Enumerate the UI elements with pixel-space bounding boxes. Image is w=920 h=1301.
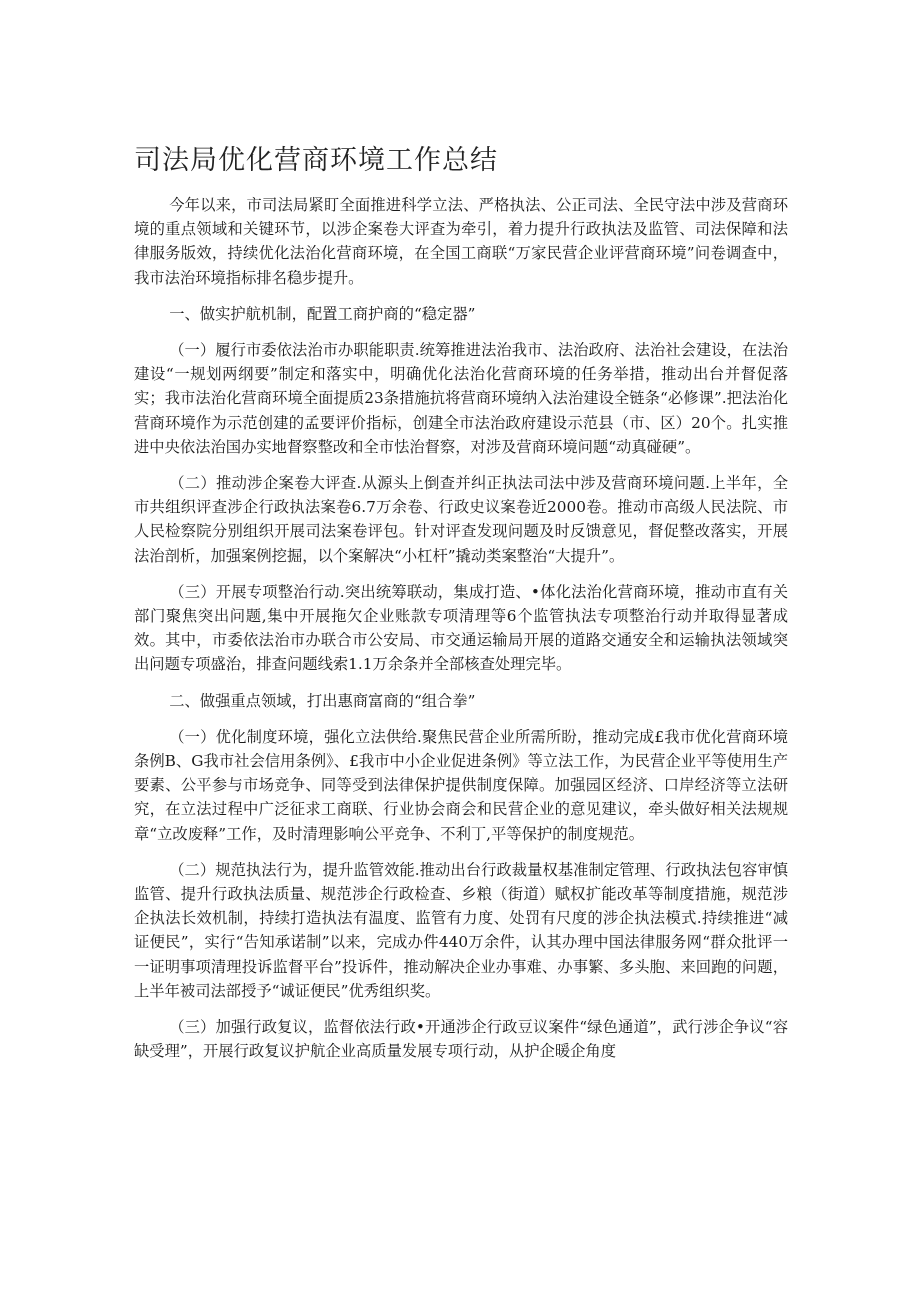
- section-2-paragraph-2: （二）规范执法行为，提升监管效能.推动出台行政裁量权基准制定管理、行政执法包容审慎监管、提升行政执法质量、规范涉企行政检查、乡粮（街道）赋权扩能改革等制度措施，规范涉企执法长效机制，持续打造执法有温度、监管有力度、处罚有尺度的涉企执法模式.持续推进“减证便民”，实行“告知承诺制”以来，完成办件440万余件，认其办理中国法律服务网“群众批评一一证明事项清理投诉监督平台”投诉件，推动解决企业办事难、办事繁、多头胞、来回跑的问题，上半年被司法部授予“诚证便民”优秀组织奖。: [134, 860, 788, 1000]
- section-1-heading: 一、做实护航机制，配置工商护商的“稳定器”: [169, 304, 476, 323]
- section-2-paragraph-1: （一）优化制度环境，强化立法供给.聚焦民营企业所需所盼，推动完成£我市优化营商环境条例B、G我市社会信用条例》、£我市中小企业促进条例》等立法工作，为民营企业平等使用生产要素、公平参与市场竞争、同等受到法律保护提供制度保障。加强园区经济、口岸经济等立法研究，在立法过程中广泛征求工商联、行业协会商会和民营企业的意见建议，牵头做好相关法规规章“立改废释”工作，及时清理影响公平竞争、不利丁,平等保护的制度规范。: [134, 727, 788, 843]
- section-2-paragraph-3: （三）加强行政复议，监督依法行政•开通涉企行政豆议案件“绿色通道”，武行涉企争议“容缺受理”，开展行政复议护航企业高质量发展专项行动，从护企暖企角度: [134, 1018, 788, 1061]
- section-1-paragraph-2: （二）推动涉企案卷大评查.从源头上倒查并纠正执法司法中涉及营商环境问题.上半年，全市共组织评查涉企行政执法案卷6.7万余卷、行政史议案卷近2000卷。推动市高级人民法院、市人民检察院分别组织开展司法案卷评包。针对评查发现问题及时反馈意见，督促整改落实，开展法治剖析，加强案例挖掘，以个案解决“小杠杆”撬动类案整治“大提升”。: [134, 474, 788, 565]
- document-page: [134, 141, 788, 1076]
- intro-paragraph: 今年以来，市司法局紧盯全面推进科学立法、严格执法、公正司法、全民守法中涉及营商环境的重点领域和关键环节，以涉企案卷大评查为牵引，着力提升行政执法及监管、司法保障和法律服务版效，持续优化法治化营商环境，在全国工商联“万家民营企业评营商环境”问卷调查中，我市法治环境指标排名稳步提升。: [134, 196, 788, 287]
- section-1-paragraph-1: （一）履行市委依法治市办职能职责.统筹推进法治我市、法治政府、法治社会建设，在法治建设“一规划两纲要”制定和落实中，明确优化法治化营商环境的任务举措，推动出台并督促落实；我市法治化营商环境全面提质23条措施抗将营商环境纳入法治建设全链条“必修课”.把法治化营商环境作为示范创建的孟要评价指标，创建全市法治政府建设示范县（市、区）20个。扎实推进中央依法治国办实地督察整改和全市怯治督察，对涉及营商环境问题“动真碰硬”。: [134, 341, 788, 456]
- section-2-heading: 二、做强重点领域，打出惠商富商的“组合拳”: [169, 691, 476, 710]
- section-1-paragraph-3: （三）开展专项整治行动.突出统筹联动，集成打造、•体化法治化营商环境，推动市直有关部门聚焦突出问题,集中开展拖欠企业账款专项清理等6个监管执法专项整治行动并取得显著成效。其中，市委依法治市办联合市公安局、市交通运输局开展的道路交通安全和运输执法领域突出问题专项盛治，排查问题线索1.1万余条并全部核查处理完毕。: [134, 582, 788, 674]
- document-title: 司法局优化营商环境工作总结: [134, 145, 498, 176]
